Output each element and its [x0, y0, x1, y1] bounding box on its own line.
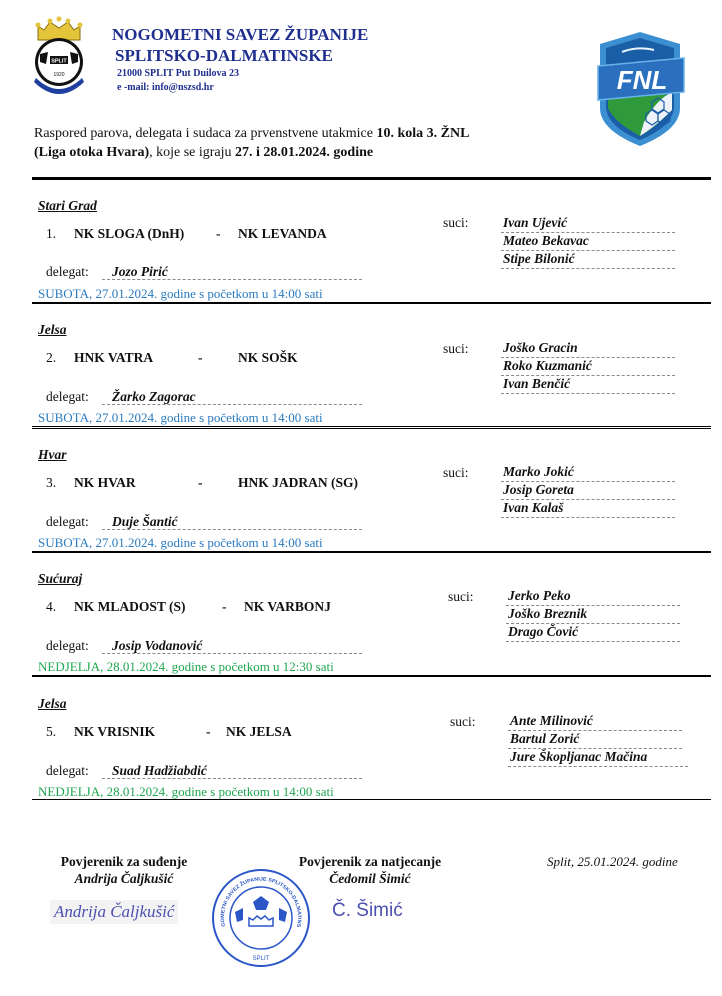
delegate-label: delegat:	[46, 389, 89, 404]
referee-name: Drago Čović	[506, 624, 680, 642]
delegate-label: delegat:	[46, 638, 89, 653]
divider	[32, 675, 711, 677]
referee-name: Jerko Peko	[506, 588, 680, 606]
away-team: NK LEVANDA	[238, 226, 327, 241]
referees-list	[501, 464, 675, 518]
fnl-logo-text: FNL	[616, 65, 668, 95]
home-team: HNK VATRA	[74, 350, 154, 365]
referee-name: Mateo Bekavac	[501, 233, 675, 251]
fnl-logo	[592, 30, 688, 148]
org-email: e -mail: info@nszsd.hr	[117, 82, 214, 93]
referee-name: Roko Kuzmanić	[501, 358, 675, 376]
match-venue: Stari Grad	[38, 198, 97, 213]
divider	[32, 302, 711, 304]
match-venue: Hvar	[38, 447, 67, 462]
match-number: 4.	[46, 599, 57, 614]
org-address: 21000 SPLIT Put Duilova 23	[117, 68, 240, 79]
org-logo	[28, 16, 90, 94]
away-team: HNK JADRAN (SG)	[238, 475, 358, 490]
delegate-name: Suad Hadžiabdić	[102, 763, 362, 779]
away-team: NK JELSA	[226, 724, 292, 739]
match-dash: -	[206, 724, 211, 739]
away-team: NK VARBONJ	[244, 599, 331, 614]
match-time: SUBOTA, 27.01.2024. godine s početkom u 14:00 sati	[38, 410, 323, 425]
match-dash: -	[216, 226, 221, 241]
match-dash: -	[198, 350, 203, 365]
home-team: NK VRISNIK	[74, 724, 156, 739]
signatory-competition	[282, 853, 458, 887]
divider	[32, 426, 711, 430]
referees-label: suci:	[443, 215, 469, 230]
match-time: NEDJELJA, 28.01.2024. godine s početkom u 14:00 sati	[38, 784, 334, 799]
intro-text-b: , koje se igraju	[149, 145, 236, 160]
referee-name: Ante Milinović	[508, 713, 682, 731]
match-number: 5.	[46, 724, 57, 739]
referee-name: Joško Breznik	[506, 606, 680, 624]
referee-name: Bartul Zorić	[508, 731, 682, 749]
referee-name: Marko Jokić	[501, 464, 675, 482]
divider	[32, 799, 711, 800]
referee-name: Joško Gracin	[501, 340, 675, 358]
away-team: NK SOŠK	[238, 350, 298, 365]
stamp-text: GOMETNI SAVEZ ŽUPANIJE SPLITSKO-DALMATINS	[219, 876, 303, 928]
delegate-name: Jozo Pirić	[102, 264, 362, 280]
signatory-name: Andrija Čaljkušić	[74, 871, 174, 886]
divider	[32, 177, 711, 180]
referees-list	[506, 588, 680, 642]
referee-name: Jure Škopljanac Mačina	[508, 749, 688, 767]
delegate-name: Duje Šantić	[102, 514, 362, 530]
stamp-city: SPLIT	[252, 956, 270, 962]
signatory-referees	[40, 853, 208, 887]
referee-name: Stipe Bilonić	[501, 251, 675, 269]
delegate-label: delegat:	[46, 264, 89, 279]
signature-right: Č. Šimić	[332, 900, 403, 921]
logo-text: SPLIT	[51, 58, 67, 65]
delegate-name: Žarko Zagorac	[102, 389, 362, 405]
org-title	[112, 24, 368, 66]
match-number: 1.	[46, 226, 57, 241]
match-dash: -	[198, 475, 203, 490]
signatory-title: Povjerenik za suđenje	[60, 854, 188, 869]
intro-text-a: Raspored parova, delegata i sudaca za prvenstvene utakmice	[34, 126, 377, 141]
logo-year: 1920	[53, 72, 65, 78]
match-number: 2.	[46, 350, 57, 365]
referees-label: suci:	[448, 589, 474, 604]
signatory-title: Povjerenik za natjecanje	[298, 854, 442, 869]
referees-list	[501, 215, 675, 269]
match-number: 3.	[46, 475, 57, 490]
delegate-name: Josip Vodanović	[102, 638, 362, 654]
match-venue: Jelsa	[38, 696, 67, 711]
referees-list	[508, 713, 688, 767]
delegate-label: delegat:	[46, 763, 89, 778]
intro-text	[34, 124, 574, 162]
place-date: Split, 25.01.2024. godine	[547, 854, 678, 869]
match-venue: Jelsa	[38, 322, 67, 337]
match-time: SUBOTA, 27.01.2024. godine s početkom u 14:00 sati	[38, 286, 323, 301]
referees-label: suci:	[450, 714, 476, 729]
signatory-name: Čedomil Šimić	[329, 871, 411, 886]
home-team: NK SLOGA (DnH)	[74, 226, 185, 241]
org-name-line2: SPLITSKO-DALMATINSKE	[115, 46, 333, 65]
referees-label: suci:	[443, 341, 469, 356]
match-time: SUBOTA, 27.01.2024. godine s početkom u 14:00 sati	[38, 535, 323, 550]
referee-name: Josip Goreta	[501, 482, 675, 500]
match-time: NEDJELJA, 28.01.2024. godine s početkom u 12:30 sati	[38, 659, 334, 674]
home-team: NK HVAR	[74, 475, 136, 490]
referee-name: Ivan Kalaš	[501, 500, 675, 518]
referee-name: Ivan Benčić	[501, 376, 675, 394]
delegate-label: delegat:	[46, 514, 89, 529]
signature-left: Andrija Čaljkušić	[50, 900, 178, 924]
org-name-line1: NOGOMETNI SAVEZ ŽUPANIJE	[112, 25, 369, 44]
referees-list	[501, 340, 675, 394]
referees-label: suci:	[443, 465, 469, 480]
match-venue: Sućuraj	[38, 571, 83, 586]
intro-round: 10. kola 3. ŽNL	[376, 126, 470, 141]
home-team: NK MLADOST (S)	[74, 599, 186, 614]
match-dash: -	[222, 599, 227, 614]
referee-name: Ivan Ujević	[501, 215, 675, 233]
divider	[32, 551, 711, 553]
org-contact	[117, 67, 239, 95]
intro-dates: 27. i 28.01.2024. godine	[235, 145, 374, 160]
intro-league: (Liga otoka Hvara)	[34, 145, 150, 160]
